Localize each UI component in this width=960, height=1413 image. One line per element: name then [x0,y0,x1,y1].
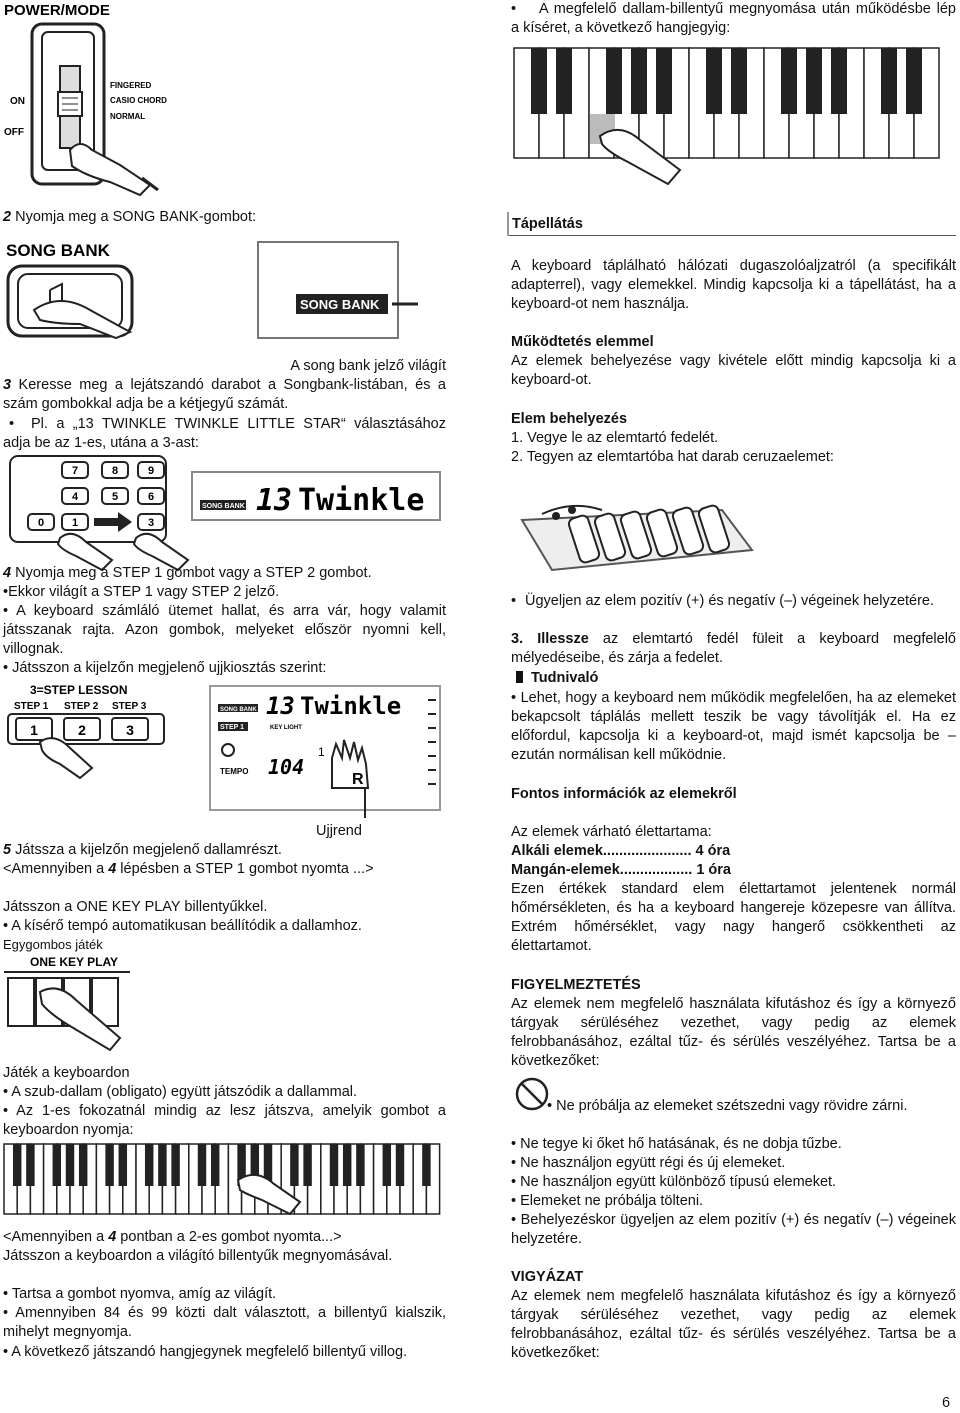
black-key [831,48,847,114]
battery-figure [512,470,762,590]
figy-bullet2: • Ne tegye ki őket hő hatásának, és ne dobja tűzbe. [511,1136,842,1152]
step2-number: 2 [3,209,12,225]
step-lesson-figure [0,680,445,820]
black-key [66,1144,74,1186]
black-key [198,1144,206,1186]
black-key [531,48,547,114]
p4-bullet1: • Tartsa a gombot nyomva, amíg az világít. [3,1286,277,1302]
key-0: 0 [37,517,45,529]
black-key [26,1144,34,1186]
one-key-play-figure [0,952,200,1052]
bat-step3 [511,630,956,668]
black-key [396,1144,404,1186]
key-8: 8 [111,465,119,477]
black-key [145,1144,153,1186]
bat-step3-bold: 3. Illessze [511,631,589,647]
song-bank-button-label: SONG BANK [6,241,110,260]
keypad-figure [0,452,450,577]
top-bullet-text: A megfelelő dallam-billentyű megnyomása után működésbe lép a kíséret, a következő hangjegyig: [511,1,956,36]
lcd2-tempo: TEMPO [220,767,249,776]
step5-cond-num: 4 [108,861,117,877]
black-key [556,48,572,114]
figy-bullet6: • Behelyezéskor ügyeljen az elem pozitív (+) és negatív (–) végeinek helyzetére. [511,1212,956,1247]
black-key [79,1144,87,1186]
black-key [303,1144,311,1186]
figy-bullet1: • Ne próbálja az elemeket szétszedni vagy rövidre zárni. [547,1098,908,1114]
top-bullet [511,0,956,38]
power-mode-figure [0,0,200,205]
step5-cond-a: <Amennyiben a [3,861,109,877]
egygombos-label: Egygombos játék [3,937,103,952]
song-bank-illustration [0,232,420,342]
step3-paragraph [3,376,446,414]
step1-label: STEP 1 [14,701,49,712]
black-key [781,48,797,114]
black-key [906,48,922,114]
key-6: 6 [147,491,155,503]
figyelmeztetes-title: FIGYELMEZTETÉS [511,977,641,993]
switch-off-label: OFF [4,127,24,138]
lcd2-tempo-value: 104 [268,755,305,779]
black-key [656,48,672,114]
step2-button: 2 [78,722,86,738]
figy-bullet3: • Ne használjon együtt régi és új elemeket. [511,1155,786,1171]
black-key [706,48,722,114]
mangan-line: Mangán-elemek.................. 1 óra [511,862,731,878]
step2-text: Nyomja meg a SONG BANK-gombot: [11,209,257,225]
tudnivalo-marker-icon [516,671,523,683]
vigyazat-title: VIGYÁZAT [511,1269,584,1285]
jk-bullet1: • A szub-dallam (obligato) együtt játszódik a dallammal. [3,1084,358,1100]
tudnivalo-title: Tudnivaló [531,670,599,686]
divider-line [507,212,509,236]
p4-cond-a: <Amennyiben a [3,1229,109,1245]
tapellatas-title: Tápellátás [512,216,583,232]
black-key [158,1144,166,1186]
black-key [606,48,622,114]
step5-cond-c: lépésben a STEP 1 gombot nyomta ...> [116,861,374,877]
p4-bullet2: • Amennyiben 84 és 99 közti dalt választott, a billentyű kialszik, mihelyt megnyomja. [3,1305,446,1340]
p4-text: Játsszon a keyboardon a világító billentyűk megnyomásával. [3,1248,393,1264]
pl-bullet: • [9,416,15,432]
step5-line [3,841,446,860]
lcd2-keylight: KEY LIGHT [270,725,302,731]
vigyazat-paragraph: Az elemek nem megfelelő használata kifutáshoz és így a környező tárgyak sérüléséhez vezethet, vagy pedig az elemek felrobbanásához, ezáltal tűz- és sérülés veszélyéhez. Tartsa be a következőket: [511,1288,956,1361]
black-key [13,1144,21,1186]
alkali-line: Alkáli elemek...................... 4 óra [511,843,731,859]
keyboard-illustration [510,44,950,194]
figyelmeztetes-paragraph: Az elemek nem megfelelő használata kifutáshoz és így a környező tárgyak sérüléséhez vezethet, vagy pedig az elemek felrobbanásához, ezáltal tűz- és sérülés veszélyéhez. Tartsa be a következőket: [511,996,956,1069]
lcd2-step1: STEP 1 [220,724,244,731]
step4-text: Nyomja meg a STEP 1 gombot vagy a STEP 2 gombot. [11,565,372,581]
step5-condition [3,860,446,879]
jk-bullet2: • Az 1-es fokozatnál mindig az lesz játszva, amelyik gombot a keyboardon nyomja: [3,1103,446,1138]
lcd2-finger-number: 1 [318,745,325,759]
keyboard-illustration [0,1140,445,1220]
step2-line [3,208,443,227]
mode-fingered-label: FINGERED [110,81,152,90]
elettartam-line: Az elemek várható élettartama: [511,824,712,840]
step4-number: 4 [3,565,12,581]
mode-normal-label: NORMAL [110,112,146,121]
black-key [343,1144,351,1186]
jatek-keyboardon-title: Játék a keyboardon [3,1065,130,1081]
figy-bullet5: • Elemeket ne próbálja tölteni. [511,1193,704,1209]
lcd-song-name: Twinkle [298,483,425,518]
tudnivalo-line [516,669,598,688]
tap-paragraph: A keyboard táplálható hálózati dugaszolóaljzatról (a specifikált adapterrel), vagy elemekkel. Mindig kapcsolja ki a tápellátást, ha a keyboard-ot nem használja. [511,258,956,312]
elem-step2: 2. Tegyen az elemtartóba hat darab ceruzaelemet: [511,449,834,465]
lcd2-hand-letter: R [352,771,364,788]
arrow-right-icon [94,512,132,532]
key-3: 3 [147,517,155,529]
pl-paragraph [3,415,446,453]
mukodtetes-title: Működtetés elemmel [511,334,654,350]
key-5: 5 [111,491,119,503]
tudnivalo-bullet: • Lehet, hogy a keyboard nem működik megfelelően, ha az elemeket bekapcsolt táplálás mellett teszik be vagy távolítják el. Ha ez előfordul, kapcsolja ki a keyboard-ot, majd ismét kapcsolja be – ezután normálisan kell működnie. [511,690,956,763]
ujjrend-caption: Ujjrend [316,823,362,839]
black-key [53,1144,61,1186]
lcd-songbank-indicator: SONG BANK [202,503,245,510]
p4-bullet3: • A következő játszandó hangjegynek megfelelő billentyű villog. [3,1344,408,1360]
one-key-play-label: ONE KEY PLAY [30,955,119,969]
step4-bullet3: • Játsszon a kijelzőn megjelenő ujjkiosztás szerint: [3,660,327,676]
bat-bullet1-text: Ügyeljen az elem pozitív (+) és negatív (–) végeinek helyzetére. [525,593,935,609]
step5-number: 5 [3,842,12,858]
keyboard-figure-right [510,44,950,194]
black-key [330,1144,338,1186]
song-bank-caption: A song bank jelző világít [290,358,446,374]
black-key [881,48,897,114]
keypad-illustration [0,452,450,577]
step4-line [3,564,446,583]
page-number: 6 [942,1395,951,1411]
lcd2-song: Twinkle [300,692,402,720]
mode-casio-chord-label: CASIO CHORD [110,96,167,105]
step3-label: STEP 3 [112,701,147,712]
black-key [731,48,747,114]
black-key [171,1144,179,1186]
step1-button: 1 [30,722,38,738]
elem-title: Elem behelyezés [511,411,628,427]
power-mode-label: POWER/MODE [4,2,110,19]
one-key-play-illustration [0,952,200,1052]
step4-bullet2: • A keyboard számláló ütemet hallat, és arra vár, hogy valamit játsszanak rajta. Azon gombok, melyeket először nyomni kell, villognak. [3,603,446,657]
mukodtetes-paragraph: Az elemek behelyezése vagy kivétele előtt mindig kapcsolja ki a keyboard-ot. [511,353,956,388]
step4-bullet1: •Ekkor világít a STEP 1 vagy STEP 2 jelző. [3,584,280,600]
step5-tempo: • A kísérő tempó automatikusan beállítódik a dallamhoz. [3,918,362,934]
p4-cond-num: 4 [108,1229,117,1245]
black-key [105,1144,113,1186]
lcd2-number: 13 [266,692,295,720]
step3-number: 3 [3,377,12,393]
power-mode-illustration [0,0,200,205]
bat-step3-text: az elemtartó fedél füleit a keyboard megfelelő mélyedéseibe, és zárja a fedelet. [511,631,956,666]
black-key [422,1144,430,1186]
step5-text: Játssza a kijelzőn megjelenő dallamrészt. [11,842,282,858]
step-lesson-label: 3=STEP LESSON [30,683,128,697]
tapellatas-header [509,212,956,236]
black-key [383,1144,391,1186]
key-9: 9 [147,465,155,477]
p4-cond-c: pontban a 2-es gombot nyomta...> [116,1229,342,1245]
black-key [119,1144,127,1186]
figy-bullet4: • Ne használjon együtt különböző típusú elemeket. [511,1174,837,1190]
key-4: 4 [71,491,79,503]
fontos-title: Fontos információk az elemekről [511,786,737,802]
bat-bullet1 [511,592,956,611]
p4-condition [3,1228,446,1247]
battery-compartment-illustration [512,470,762,590]
bullet-dot: • [511,593,517,609]
step2-label: STEP 2 [64,701,99,712]
switch-on-label: ON [10,96,25,107]
song-bank-display-indicator: SONG BANK [300,297,380,312]
song-bank-figure [0,232,420,342]
lcd-song-number: 13 [256,483,293,518]
step3-text: Keresse meg a lejátszandó darabot a Songbank-listában, és a szám gombokkal adja be a kétjegyű számát. [3,377,446,412]
black-key [631,48,647,114]
black-key [806,48,822,114]
black-key [211,1144,219,1186]
metronome-icon [222,744,234,756]
pl-text: Pl. a „13 TWINKLE TWINKLE LITTLE STAR“ választásához adja be az 1-es, utána a 3-ast: [3,416,446,451]
key-7: 7 [71,465,79,477]
elem-step1: 1. Vegye le az elemtartó fedelét. [511,430,719,446]
black-key [290,1144,298,1186]
step5-play: Játsszon a ONE KEY PLAY billentyűkkel. [3,899,268,915]
elet-paragraph: Ezen értékek standard elem élettartamot jelentenek normál hőmérsékleten, és ha a keyboard hangereje közepesre van állítva. Extrém hőmérséklet, vagy nagy hangerő csökkentheti az élettartamot. [511,881,956,954]
step3-button: 3 [126,722,134,738]
keyboard-figure-left [0,1140,445,1220]
lcd2-songbank: SONG BANK [220,707,257,713]
black-key [356,1144,364,1186]
key-1: 1 [71,517,79,529]
top-bullet-dot: • [511,1,517,17]
step-lesson-illustration [0,680,445,820]
